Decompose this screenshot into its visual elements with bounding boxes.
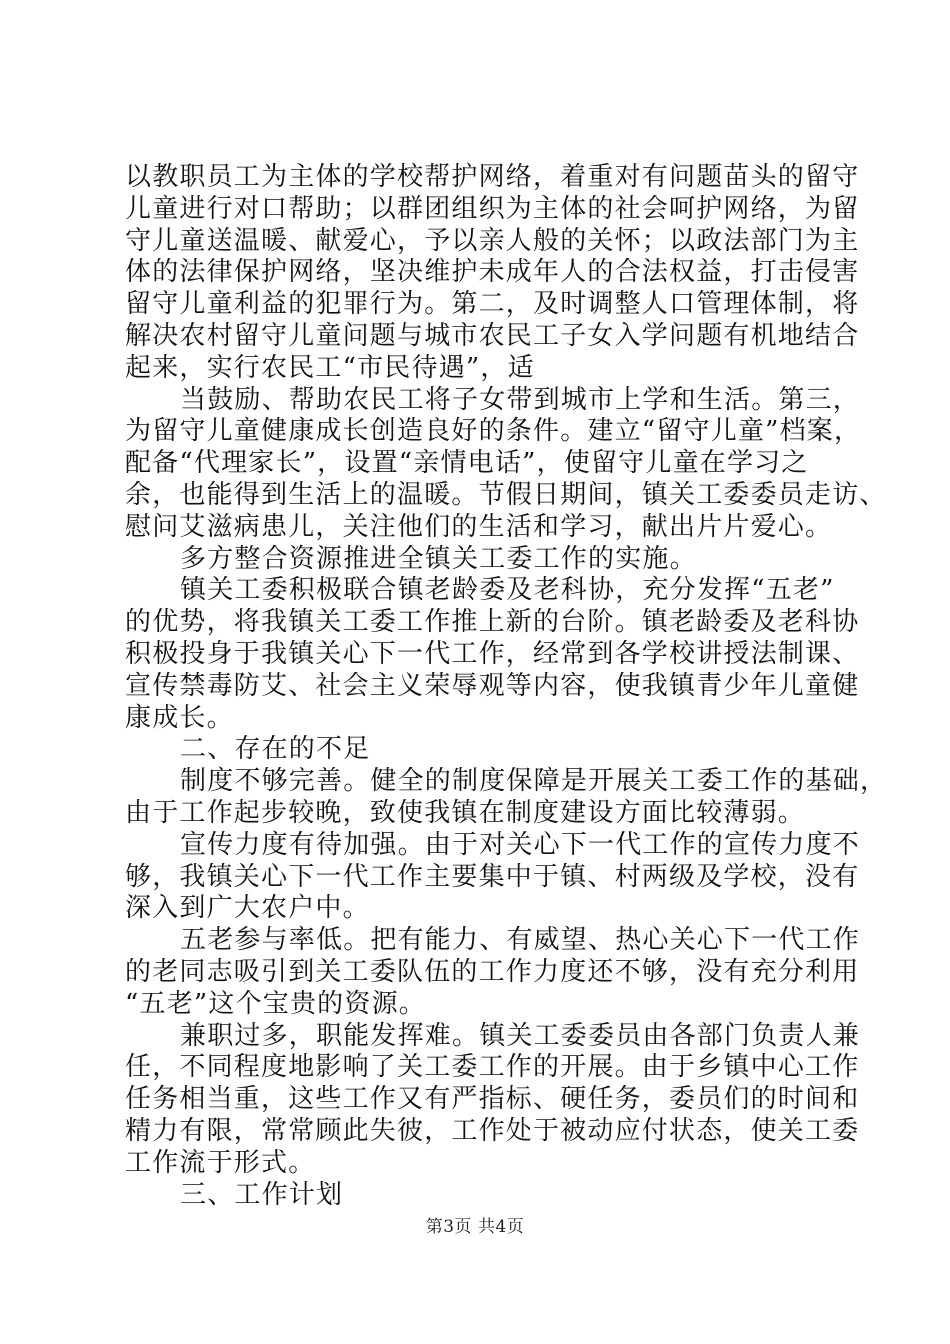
text-line: 宣传禁毒防艾、社会主义荣辱观等内容，使我镇青少年儿童健: [125, 670, 860, 701]
text-line: 配备“代理家长”，设置“亲情电话”，使留守儿童在学习之: [125, 448, 809, 479]
text-line: 由于工作起步较晚，致使我镇在制度建设方面比较薄弱。: [125, 797, 806, 828]
text-line: 精力有限，常常顾此失彼，工作处于被动应付状态，使关工委: [125, 1115, 860, 1146]
text-line: 任务相当重，这些工作又有严指标、硬任务，委员们的时间和: [125, 1084, 860, 1115]
text-line: 慰问艾滋病患儿，关注他们的生活和学习，献出片片爱心。: [125, 511, 833, 542]
text-line: 体的法律保护网络，坚决维护未成年人的合法权益，打击侵害: [125, 257, 860, 288]
page-footer: 第3页 共4页: [425, 1217, 525, 1237]
text-line: 镇关工委积极联合镇老龄委及老科协，充分发挥“五老”: [180, 575, 835, 606]
text-line: 的优势，将我镇关工委工作推上新的台阶。镇老龄委及老科协: [125, 607, 860, 638]
text-line: 为留守儿童健康成长创造良好的条件。建立“留守儿童”档案，: [125, 416, 862, 447]
text-line: 宣传力度有待加强。由于对关心下一代工作的宣传力度不: [180, 829, 861, 860]
text-line: 积极投身于我镇关心下一代工作，经常到各学校讲授法制课、: [125, 638, 860, 669]
text-line: 任，不同程度地影响了关工委工作的开展。由于乡镇中心工作: [125, 1052, 860, 1083]
text-line: 儿童进行对口帮助；以群团组织为主体的社会呵护网络，为留: [125, 193, 860, 224]
text-line: 制度不够完善。健全的制度保障是开展关工委工作的基础，: [180, 766, 888, 797]
text-line: 康成长。: [125, 702, 234, 733]
text-line: 多方整合资源推进全镇关工委工作的实施。: [180, 543, 697, 574]
text-line: 当鼓励、帮助农民工将子女带到城市上学和生活。第三，: [180, 384, 861, 415]
text-line: 三、工作计划: [180, 1179, 344, 1210]
text-line: 工作流于形式。: [125, 1147, 316, 1178]
text-line: 余，也能得到生活上的温暖。节假日期间，镇关工委委员走访、: [125, 479, 887, 510]
text-line: 五老参与率低。把有能力、有威望、热心关心下一代工作: [180, 925, 861, 956]
text-line: 解决农村留守儿童问题与城市农民工子女入学问题有机地结合: [125, 320, 860, 351]
text-line: 守儿童送温暖、献爱心，予以亲人般的关怀；以政法部门为主: [125, 225, 860, 256]
text-line: 兼职过多，职能发挥难。镇关工委委员由各部门负责人兼: [180, 1020, 861, 1051]
text-line: 深入到广大农户中。: [125, 893, 370, 924]
text-line: 以教职员工为主体的学校帮护网络，着重对有问题苗头的留守: [125, 162, 860, 192]
text-line: 够，我镇关心下一代工作主要集中于镇、村两级及学校，没有: [125, 861, 860, 892]
text-line: 二、存在的不足: [180, 734, 371, 765]
text-line: 起来，实行农民工“市民待遇”，适: [125, 352, 535, 383]
text-line: 的老同志吸引到关工委队伍的工作力度还不够，没有充分利用: [125, 956, 860, 987]
document-body: [125, 162, 888, 1211]
text-line: 留守儿童利益的犯罪行为。第二，及时调整人口管理体制，将: [125, 289, 860, 320]
text-line: “五老”这个宝贵的资源。: [125, 988, 426, 1019]
